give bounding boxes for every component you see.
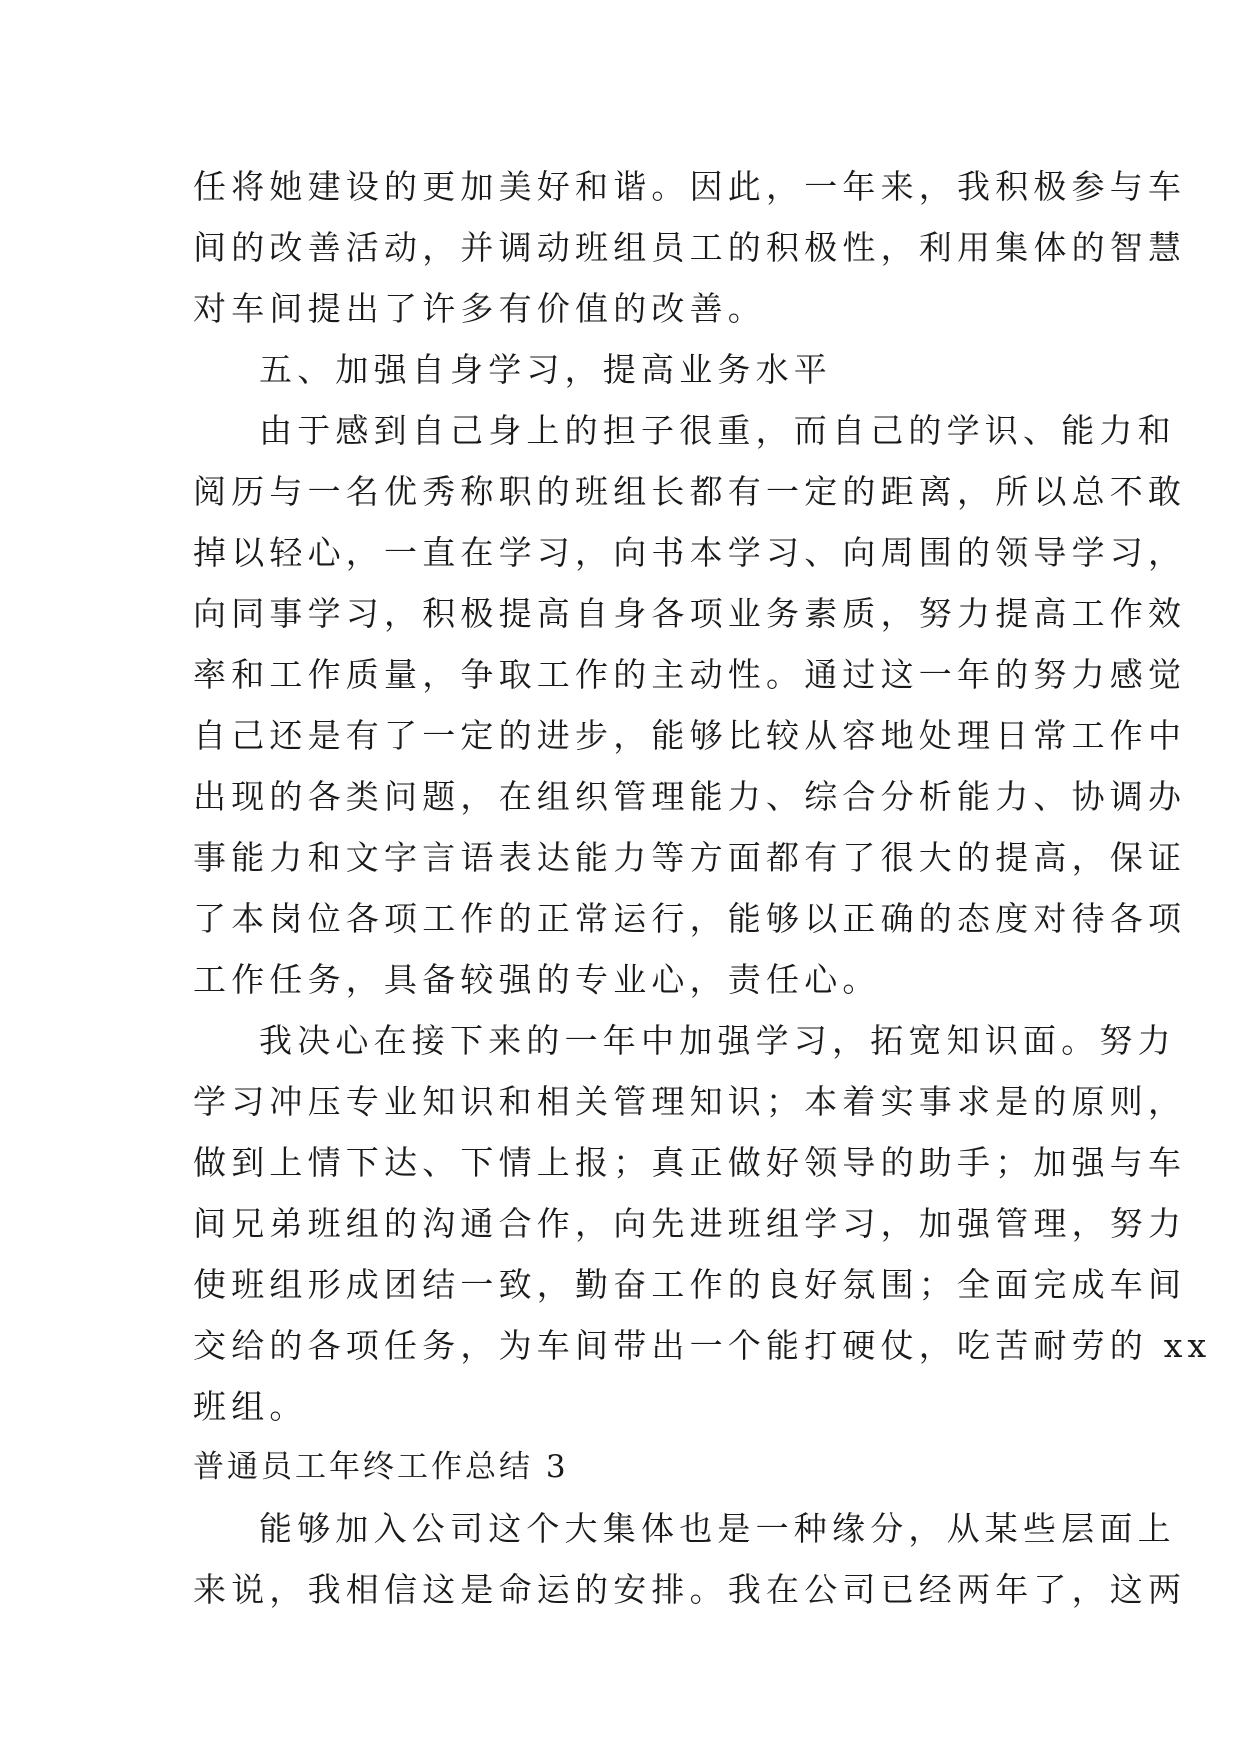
text-line: 间的改善活动，并调动班组员工的积极性，利用集体的智慧 <box>193 228 1187 267</box>
text-line: 班组。 <box>193 1387 308 1426</box>
text-line: 出现的各类问题，在组织管理能力、综合分析能力、协调办 <box>193 777 1187 816</box>
text-line: 阅历与一名优秀称职的班组长都有一定的距离，所以总不敢 <box>193 472 1187 511</box>
text-line: 间兄弟班组的沟通合作，向先进班组学习，加强管理，努力 <box>193 1204 1187 1243</box>
text-line: 掉以轻心，一直在学习，向书本学习、向周围的领导学习， <box>193 533 1187 572</box>
text-line: 交给的各项任务，为车间带出一个能打硬仗，吃苦耐劳的 xx <box>193 1326 1212 1365</box>
text-line: 了本岗位各项工作的正常运行，能够以正确的态度对待各项 <box>193 899 1187 938</box>
document-page <box>193 156 1212 1620</box>
text-line: 自己还是有了一定的进步，能够比较从容地处理日常工作中 <box>193 716 1187 755</box>
text-line: 使班组形成团结一致，勤奋工作的良好氛围；全面完成车间 <box>193 1265 1187 1304</box>
section-heading: 五、加强自身学习，提高业务水平 <box>259 350 832 389</box>
text-line: 由于感到自己身上的担子很重，而自己的学识、能力和 <box>259 411 1176 450</box>
text-line: 对车间提出了许多有价值的改善。 <box>193 289 766 328</box>
text-line: 任将她建设的更加美好和谐。因此，一年来，我积极参与车 <box>193 167 1187 206</box>
text-line: 做到上情下达、下情上报；真正做好领导的助手；加强与车 <box>193 1143 1187 1182</box>
text-line: 事能力和文字言语表达能力等方面都有了很大的提高，保证 <box>193 838 1187 877</box>
text-line: 来说，我相信这是命运的安排。我在公司已经两年了，这两 <box>193 1570 1187 1609</box>
text-line: 工作任务，具备较强的专业心，责任心。 <box>193 960 881 999</box>
text-line: 向同事学习，积极提高自身各项业务素质，努力提高工作效 <box>193 594 1187 633</box>
text-line: 学习冲压专业知识和相关管理知识；本着实事求是的原则， <box>193 1082 1187 1121</box>
text-line: 我决心在接下来的一年中加强学习，拓宽知识面。努力 <box>259 1021 1176 1060</box>
text-line: 能够加入公司这个大集体也是一种缘分，从某些层面上 <box>259 1509 1176 1548</box>
text-line: 率和工作质量，争取工作的主动性。通过这一年的努力感觉 <box>193 655 1187 694</box>
document-heading: 普通员工年终工作总结 3 <box>193 1449 569 1485</box>
